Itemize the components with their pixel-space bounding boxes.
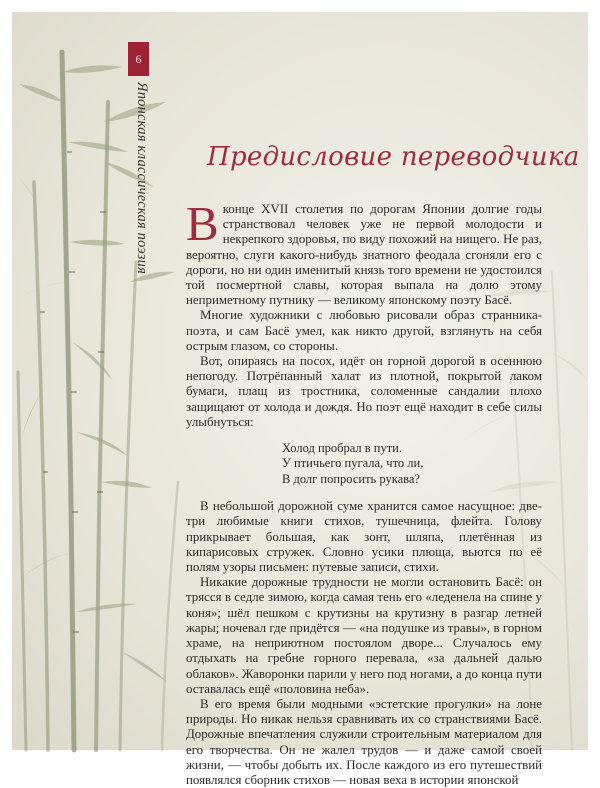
paragraph: Никакие дорожные трудности не могли остановить Басё: он трясся в седле зимою, когда самая тень его «леденела на спине у коня»; шёл пешком с крутизны на крутизну в разгар летней жары; ночевал где придётся — «на подушке из травы», в горном храме, на неприютном постоялом дворе... Случалось ему отдыхать на гребне горного перевала, «за дальней далью облаков». Жаворонки парили у него под ногами, а до конца пути оставалась ещё «половина неба». bbox=[186, 575, 542, 696]
paragraph: Вот, опираясь на посох, идёт он горной дорогой в осеннюю непогоду. Потрёпанный халат из плотной, покрытой лаком бумаги, плащ из тростника, соломенные сандалии плохо защищают от холода и дождя. Но поэт ещё находит в себе силы улыбнуться: bbox=[186, 354, 542, 429]
page-title: Предисловие переводчика bbox=[207, 142, 580, 172]
poem-line: Холод пробрал в пути. bbox=[282, 441, 403, 456]
book-page bbox=[12, 12, 588, 787]
poem-line: У птичьего пугала, что ли, bbox=[282, 456, 424, 471]
poem bbox=[282, 441, 542, 487]
body-text bbox=[186, 196, 542, 788]
poem-line: В долг попросить рукава? bbox=[282, 471, 420, 486]
paragraph: В его время были модными «эстетские прогулки» на лоне природы. Но никак нельзя сравнивать их со странствиями Басё. Дорожные впечатления служили строительным материалом для его творчества. Он не жалел трудов — и даже самой своей жизни, — чтобы добыть их. После каждого из его путешествий появлялся сборник стихов — новая веха в истории японской bbox=[186, 696, 542, 787]
paragraph: В небольшой дорожной суме хранится самое насущное: две-три любимые книги стихов, тушечница, флейта. Голову прикрывает большая, как зонт, шляпа, плетённая из кипарисовых стружек. Словно усики плюща, вьются по её полям узоры письмен: путевые записи, стихи. bbox=[186, 499, 542, 575]
running-header-vertical: Японская классическая поэзия bbox=[134, 82, 150, 275]
page-number: 6 bbox=[135, 52, 142, 66]
paragraph: Многие художники с любовью рисовали образ странника-поэта, и сам Басё умел, как никто другой, взглянуть на себя острым глазом, со стороны. bbox=[186, 308, 542, 353]
paragraph: В конце XVII столетия по дорогам Японии долгие годы странствовал человек уже не первой молодости и некрепкого здоровья, по виду похожий на нищего. Не раз, вероятно, слуги какого-нибудь знатного феодала сгоняли его с дороги, но ни один именитый князь того времени не удостоился той посмертной славы, которая выпала на долю этому неприметному путнику — великому японскому поэту Басё. bbox=[186, 196, 542, 308]
page-number-tab bbox=[128, 42, 149, 76]
drop-cap: В bbox=[186, 196, 219, 251]
